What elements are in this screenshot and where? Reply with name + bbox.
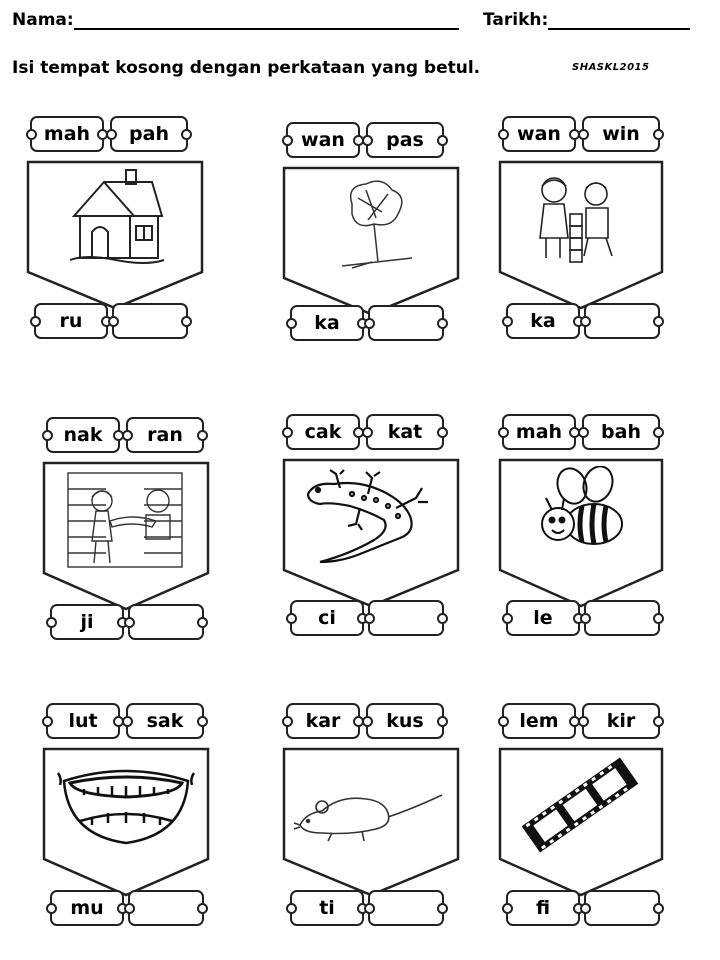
picture-frame: [498, 160, 678, 310]
answer-box[interactable]: [112, 303, 188, 339]
neighbours-icon: [66, 469, 184, 569]
option-tag-1[interactable]: nak: [46, 417, 120, 453]
mouse-icon: [292, 755, 452, 855]
answer-box[interactable]: [584, 890, 660, 926]
option-tag-1[interactable]: wan: [286, 122, 360, 158]
prefix-tag: fi: [506, 890, 580, 926]
prefix-tag: ru: [34, 303, 108, 339]
lizard-icon: [300, 466, 440, 566]
option-tag-2[interactable]: pas: [366, 122, 444, 158]
answer-box[interactable]: [368, 890, 444, 926]
option-tag-2[interactable]: kat: [366, 414, 444, 450]
date-blank-line[interactable]: [548, 12, 690, 30]
prefix-tag: ka: [290, 305, 364, 341]
picture-frame: [282, 747, 462, 897]
prefix-tag: ka: [506, 303, 580, 339]
date-label: Tarikh:: [483, 10, 549, 30]
card-7: [42, 703, 222, 933]
picture-frame: [282, 166, 462, 316]
option-tag-1[interactable]: cak: [286, 414, 360, 450]
picture-frame: [282, 458, 462, 608]
answer-box[interactable]: [584, 303, 660, 339]
card-9: [498, 703, 678, 933]
card-3: [498, 116, 678, 346]
option-tag-1[interactable]: kar: [286, 703, 360, 739]
film-icon: [520, 755, 640, 855]
answer-box[interactable]: [128, 890, 204, 926]
instruction-text: Isi tempat kosong dengan perkataan yang betul.: [12, 58, 481, 78]
name-label: Nama:: [12, 10, 74, 30]
option-tag-1[interactable]: lut: [46, 703, 120, 739]
prefix-tag: ji: [50, 604, 124, 640]
watermark: SHASKL2015: [572, 62, 650, 73]
prefix-tag: mu: [50, 890, 124, 926]
picture-frame: [498, 747, 678, 897]
option-tag-2[interactable]: pah: [110, 116, 188, 152]
name-blank-line[interactable]: [74, 12, 459, 30]
answer-box[interactable]: [368, 305, 444, 341]
answer-box[interactable]: [368, 600, 444, 636]
option-tag-1[interactable]: lem: [502, 703, 576, 739]
option-tag-2[interactable]: kus: [366, 703, 444, 739]
option-tag-1[interactable]: wan: [502, 116, 576, 152]
tree-icon: [322, 174, 422, 274]
prefix-tag: ci: [290, 600, 364, 636]
card-4: [42, 417, 222, 647]
answer-box[interactable]: [584, 600, 660, 636]
bee-icon: [532, 466, 632, 566]
name-field[interactable]: [12, 10, 459, 30]
option-tag-2[interactable]: sak: [126, 703, 204, 739]
house-icon: [66, 168, 166, 268]
prefix-tag: le: [506, 600, 580, 636]
children-icon: [526, 168, 626, 268]
prefix-tag: ti: [290, 890, 364, 926]
option-tag-2[interactable]: kir: [582, 703, 660, 739]
mouth-icon: [56, 755, 196, 855]
card-8: [282, 703, 462, 933]
picture-frame: [42, 747, 222, 897]
picture-frame: [498, 458, 678, 608]
card-2: [282, 122, 462, 352]
answer-box[interactable]: [128, 604, 204, 640]
card-1: [26, 116, 206, 346]
card-6: [498, 414, 678, 644]
option-tag-1[interactable]: mah: [502, 414, 576, 450]
date-field[interactable]: [483, 10, 690, 30]
picture-frame: [42, 461, 222, 611]
picture-frame: [26, 160, 206, 310]
option-tag-2[interactable]: ran: [126, 417, 204, 453]
option-tag-2[interactable]: bah: [582, 414, 660, 450]
option-tag-1[interactable]: mah: [30, 116, 104, 152]
option-tag-2[interactable]: win: [582, 116, 660, 152]
card-5: [282, 414, 462, 644]
